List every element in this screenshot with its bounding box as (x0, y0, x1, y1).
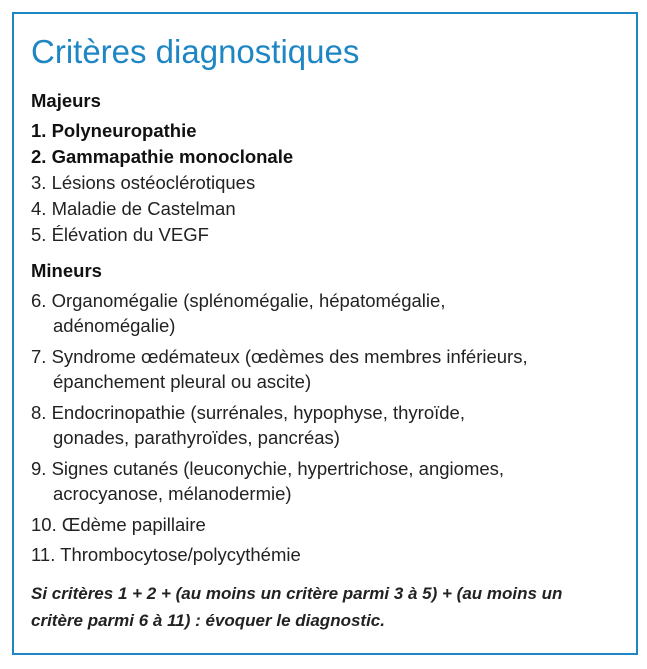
mineur-item-7 (31, 344, 601, 394)
majeurs-heading: Majeurs (31, 90, 101, 111)
mineur-item-6-line1: 6. Organomégalie (splénomégalie, hépatomégalie, (31, 290, 446, 311)
majeur-item-3: 3. Lésions ostéoclérotiques (31, 172, 256, 193)
mineur-item-8-line2: gonades, parathyroïdes, pancréas) (53, 427, 340, 448)
diagnostic-note: Si critères 1 + 2 + (au moins un critère parmi 3 à 5) + (au moins un critère parmi 6 à 11) : évoquer le diagnostic. (31, 584, 563, 630)
majeur-item-1: 1. Polyneuropathie (31, 120, 197, 141)
mineur-item-11-line1: 11. Thrombocytose/polycythémie (31, 544, 301, 565)
mineur-item-6 (31, 288, 601, 338)
mineur-item-9-line2: acrocyanose, mélanodermie) (53, 483, 292, 504)
majeur-item-4: 4. Maladie de Castelman (31, 198, 236, 219)
mineur-item-8-line1: 8. Endocrinopathie (surrénales, hypophyse, thyroïde, (31, 402, 465, 423)
page-title: Critères diagnostiques (31, 33, 360, 70)
mineur-item-10-line1: 10. Œdème papillaire (31, 514, 206, 535)
mineur-item-9 (31, 456, 601, 506)
mineur-item-9-line1: 9. Signes cutanés (leuconychie, hypertrichose, angiomes, (31, 458, 505, 479)
mineur-item-11 (31, 542, 601, 567)
mineur-item-7-line1: 7. Syndrome œdémateux (œdèmes des membres inférieurs, (31, 346, 528, 367)
mineur-item-6-line2: adénomégalie) (53, 315, 176, 336)
mineurs-heading: Mineurs (31, 260, 102, 281)
majeur-item-5: 5. Élévation du VEGF (31, 224, 209, 245)
majeur-item-2: 2. Gammapathie monoclonale (31, 146, 294, 167)
mineur-item-7-line2: épanchement pleural ou ascite) (53, 371, 312, 392)
mineur-item-10 (31, 512, 601, 537)
mineur-item-8 (31, 400, 601, 450)
